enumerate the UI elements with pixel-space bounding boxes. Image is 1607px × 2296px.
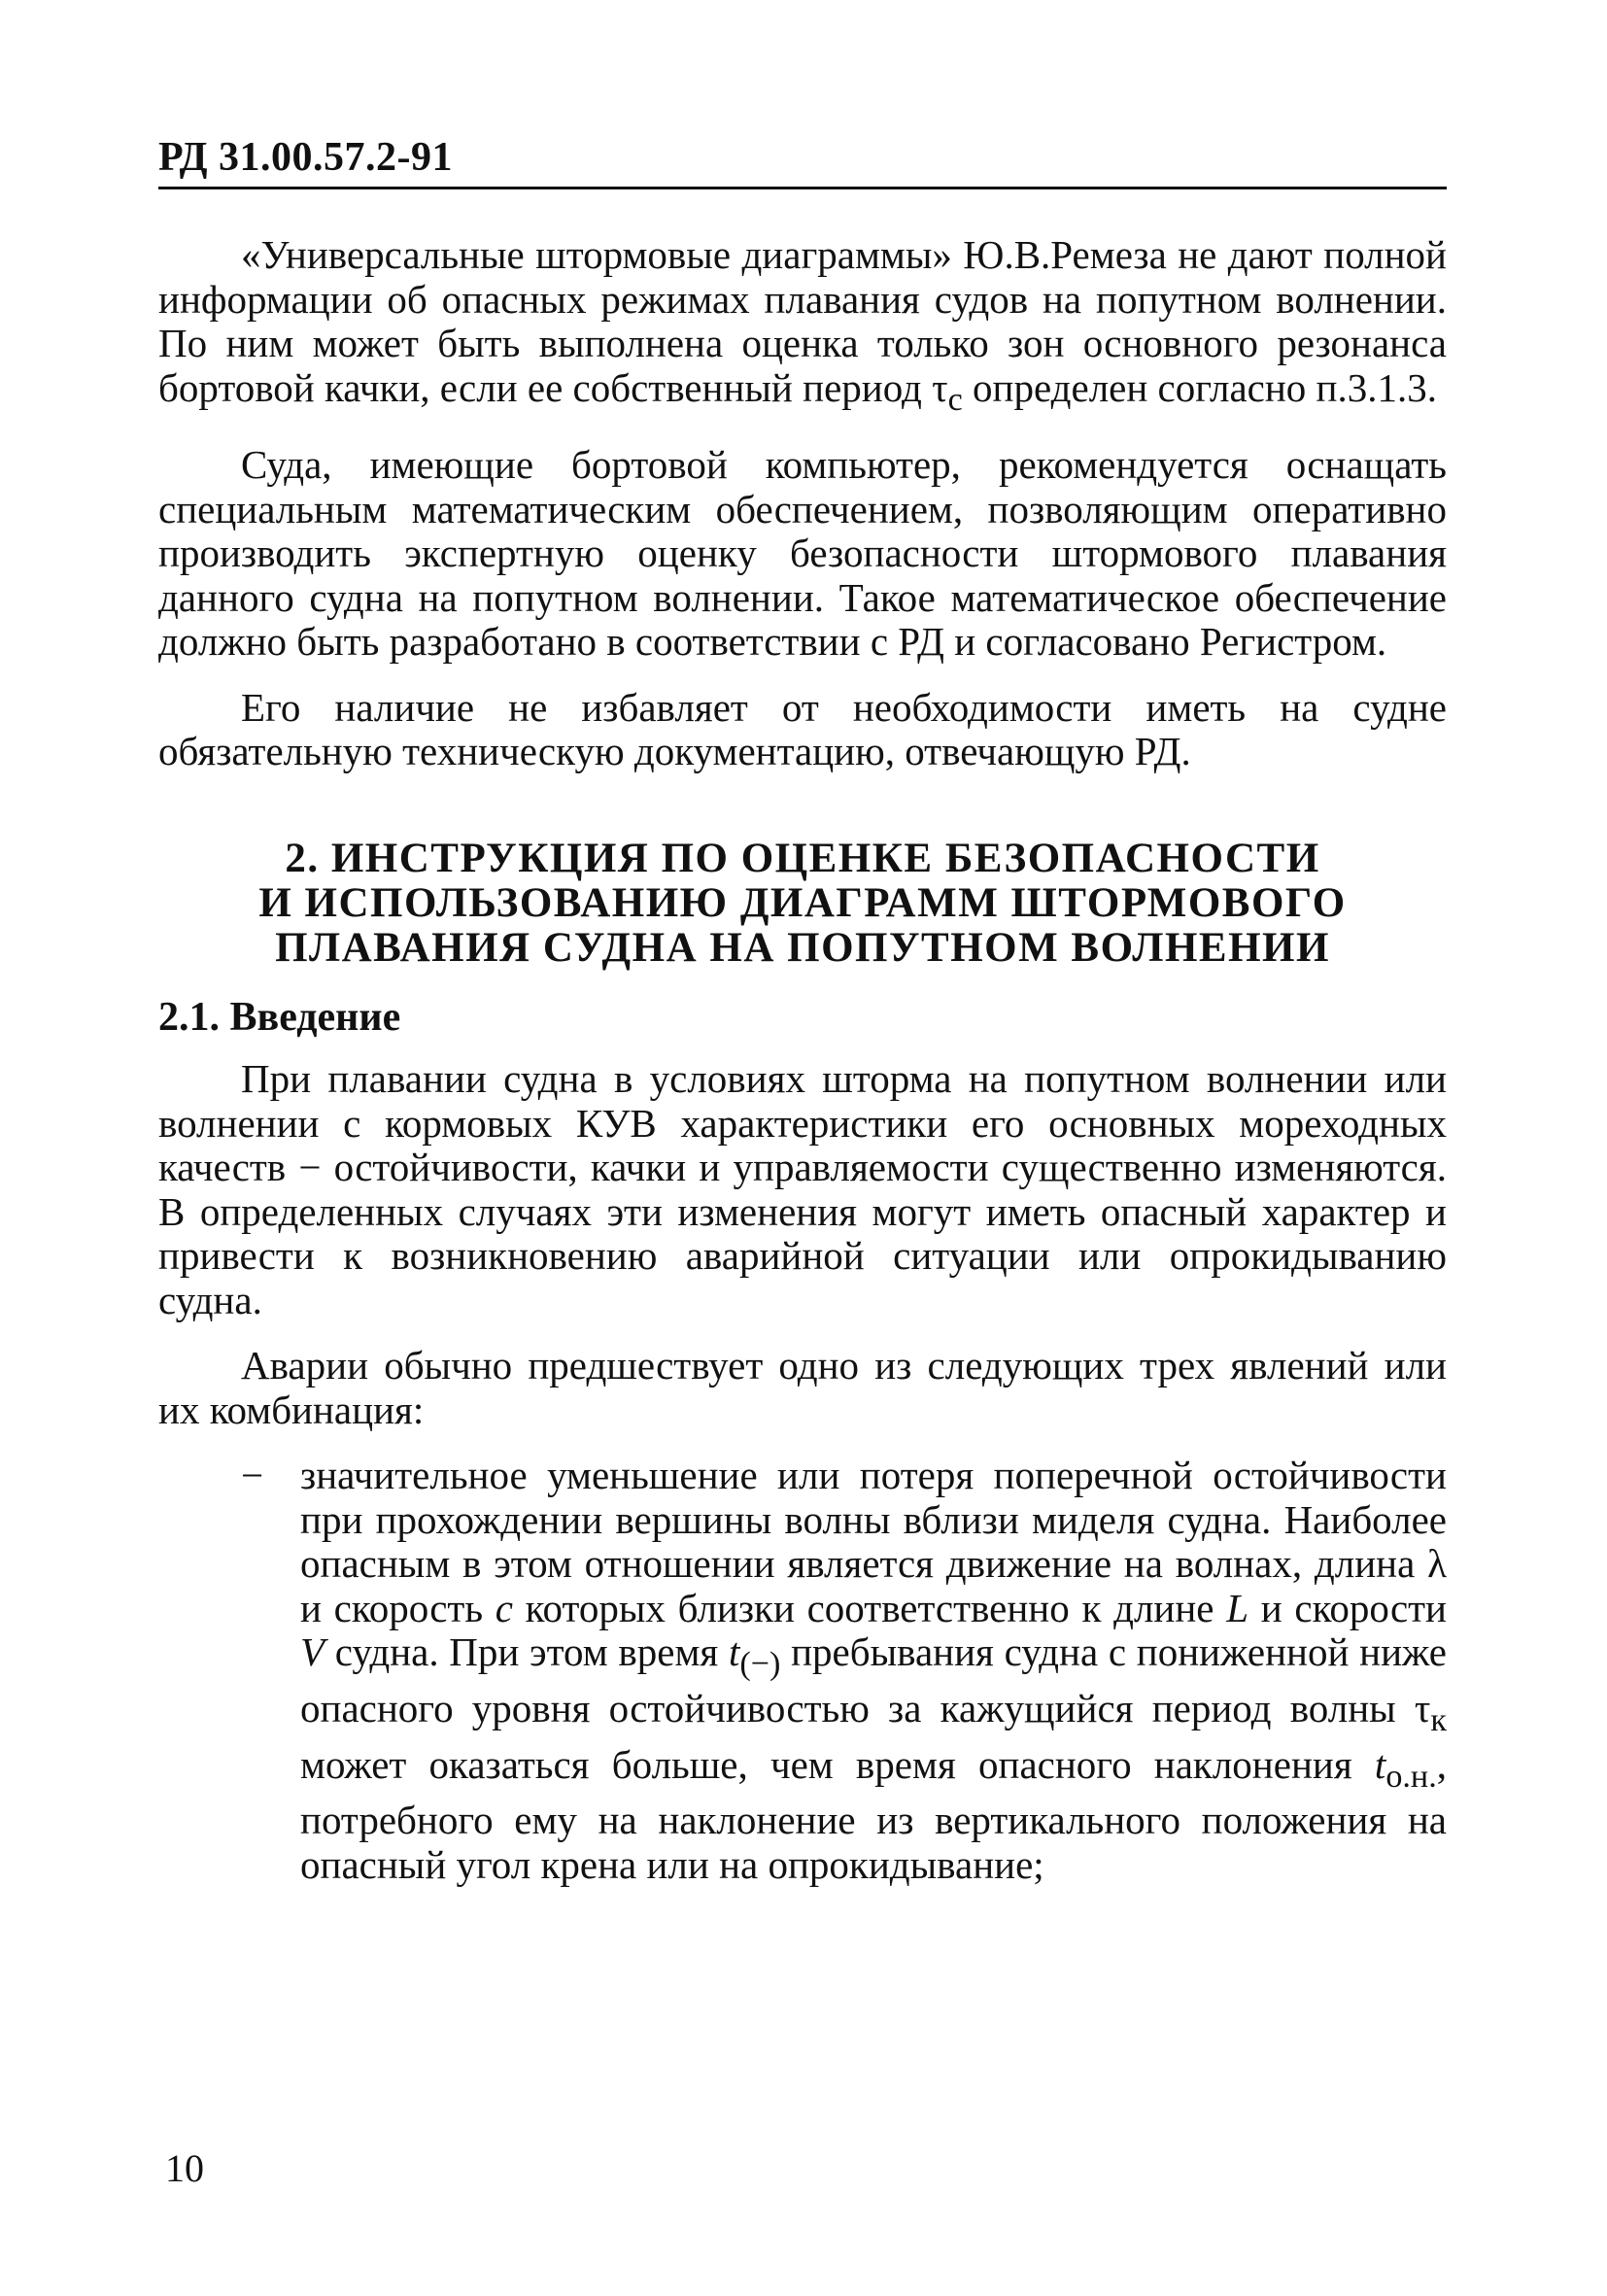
document-code-header: РД 31.00.57.2-91 bbox=[158, 135, 454, 180]
list-item: − значительное уменьшение или потеря поперечной остойчивости при прохождении вершины волны вблизи миделя судна. Наиболее опасным в этом отношении является движение на волнах, длина λ и скорость c которых близки соответственно к длине L и скорости V судна. При этом время $t_{(-)}$ пребывания судна с пониженной ниже опасного уровня остойчивостью за кажущийся период волны $\tau_к$ может оказаться больше, чем время опасного наклонения $t_{о.н.}$, потребного ему на наклонение из вертикального положения на опасный угол крена или на опрокидывание; bbox=[241, 1453, 1448, 1887]
paragraph-accident-phenomena: Аварии обычно предшествует одно из следующих трех явлений или их комбинация: bbox=[158, 1343, 1447, 1432]
section-heading: 2. ИНСТРУКЦИЯ ПО ОЦЕНКЕ БЕЗОПАСНОСТИ И ИСПОЛЬЗОВАНИЮ ДИАГРАММ ШТОРМОВОГО ПЛАВАНИЯ СУДНА НА ПОПУТНОМ ВОЛНЕНИИ bbox=[258, 835, 1347, 971]
subsection-heading: 2.1. Введение bbox=[158, 994, 401, 1040]
paragraph-introduction: При плавании судна в условиях шторма на попутном волнении или волнении с кормовых КУВ характеристики его основных мореходных качеств − остойчивости, качки и управляемости существенно изменяются. В определенных случаях эти изменения могут иметь опасный характер и привести к возникновению аварийной ситуации или опрокидыванию судна. bbox=[158, 1056, 1447, 1322]
header-rule bbox=[158, 187, 1447, 189]
page-body bbox=[158, 233, 1447, 1887]
paragraph-onboard-computer: Суда, имеющие бортовой компьютер, рекомендуется оснащать специальным математическим обеспечением, позволяющим оперативно производить экспертную оценку безопасности штормового плавания данного судна на попутном волнении. Такое математическое обеспечение должно быть разработано в соответствии с РД и согласовано Регистром. bbox=[158, 442, 1447, 665]
page-number: 10 bbox=[165, 2146, 204, 2190]
dash-marker: − bbox=[241, 1453, 264, 1498]
paragraph-storm-diagrams: «Универсальные штормовые диаграммы» Ю.В.Ремеза не дают полной информации об опасных режимах плавания судов на попутном волнении. По ним может быть выполнена оценка только зон основного резонанса бортовой качки, если ее собственный период $\tau_c$ определен согласно п.3.1.3. bbox=[158, 232, 1447, 418]
paragraph-documentation: Его наличие не избавляет от необходимости иметь на судне обязательную техническую документацию, отвечающую РД. bbox=[158, 684, 1447, 774]
